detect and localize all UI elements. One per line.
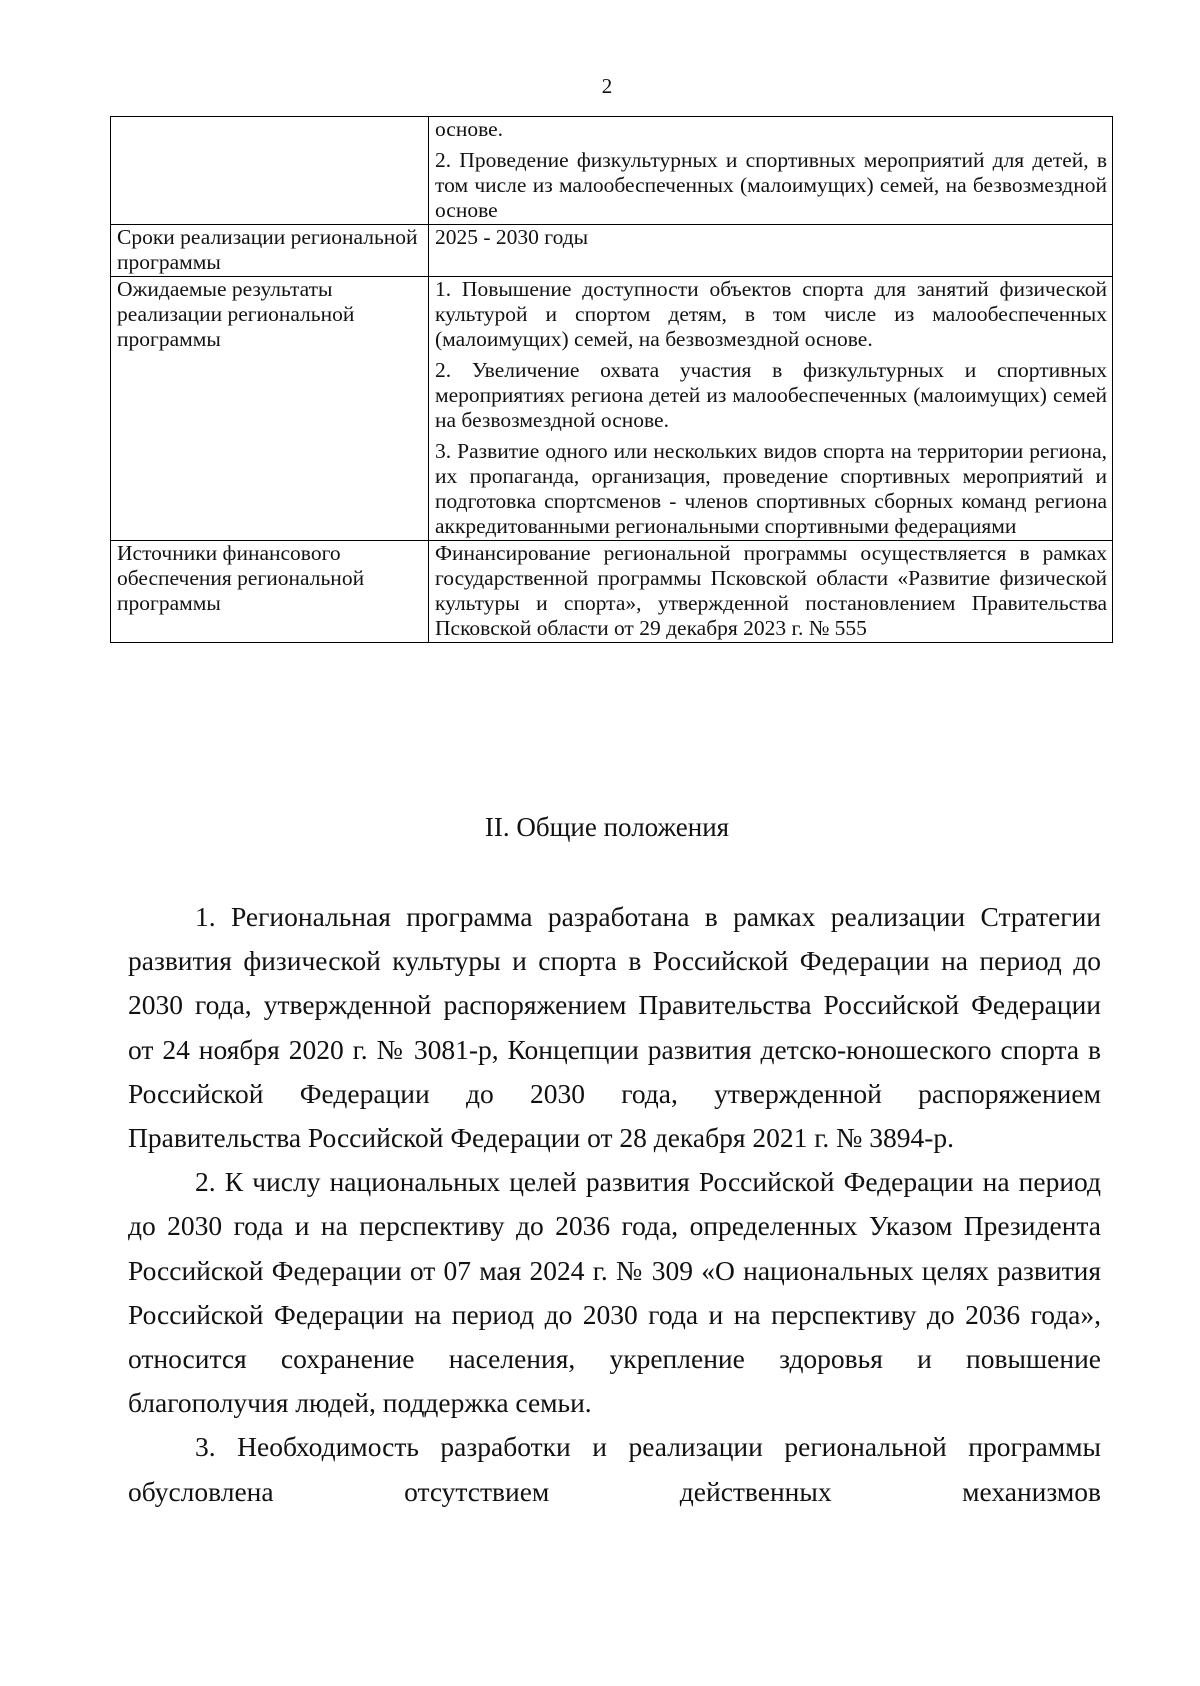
- row-value: [429, 277, 1113, 541]
- table-row-timeline: [111, 225, 1113, 277]
- row-value: [429, 117, 1113, 225]
- row-value-paragraph: 1. Повышение доступности объектов спорта для занятий физической культурой и спортом детям, в том числе из малообеспеченных (малоимущих) семей, на безвозмездной основе.: [435, 277, 1107, 351]
- row-label: Ожидаемые результаты реализации региональной программы: [111, 277, 429, 541]
- section-title: II. Общие положения: [484, 812, 730, 842]
- program-passport-table: [110, 116, 1113, 643]
- row-value-paragraph: Финансирование региональной программы осуществляется в рамках государственной программы Псковской области «Развитие физической культуры и спорта», утвержденной постановлением Правительства Псковской области от 29 декабря 2023 г. № 555: [435, 541, 1107, 640]
- row-value-paragraph: 2. Увеличение охвата участия в физкультурных и спортивных мероприятиях региона детей из малообеспеченных (малоимущих) семей на безвозмездной основе.: [435, 358, 1107, 432]
- row-label: Сроки реализации региональной программы: [111, 225, 429, 277]
- section-body: [128, 895, 1101, 1514]
- page-number: 2: [601, 74, 613, 98]
- body-paragraph: 3. Необходимость разработки и реализации региональной программы обусловлена отсутствием действенных механизмов: [128, 1431, 1101, 1507]
- row-label: Источники финансового обеспечения региональной программы: [111, 541, 429, 643]
- row-value-paragraph: 2. Проведение физкультурных и спортивных мероприятий для детей, в том числе из малообеспеченных (малоимущих) семей, на безвозмездной основе: [435, 148, 1107, 222]
- table-row-continuation: [111, 117, 1113, 225]
- row-value-paragraph: основе.: [435, 117, 504, 141]
- table-row-funding-sources: [111, 541, 1113, 643]
- table-row-expected-results: [111, 277, 1113, 541]
- row-value-paragraph: 2025 - 2030 годы: [435, 225, 589, 249]
- row-value: [429, 541, 1113, 643]
- row-value-paragraph: 3. Развитие одного или нескольких видов спорта на территории региона, их пропаганда, организация, проведение спортивных мероприятий и подготовка спортсменов - членов спортивных сборных команд региона аккредитованными региональными спортивными федерациями: [435, 439, 1107, 538]
- body-paragraph: 2. К числу национальных целей развития Российской Федерации на период до 2030 года и на перспективу до 2036 года, определенных Указом Президента Российской Федерации от 07 мая 2024 г. № 309 «О национальных целях развития Российской Федерации на период до 2030 года и на перспективу до 2036 года», относится сохранение населения, укрепление здоровья и повышение благополучия людей, поддержка семьи.: [128, 1166, 1101, 1419]
- body-paragraph: 1. Региональная программа разработана в рамках реализации Стратегии развития физической культуры и спорта в Российской Федерации на период до 2030 года, утвержденной распоряжением Правительства Российской Федерации от 24 ноября 2020 г. № 3081-р, Концепции развития детско-юношеского спорта в Российской Федерации до 2030 года, утвержденной распоряжением Правительства Российской Федерации от 28 декабря 2021 г. № 3894-р.: [128, 901, 1101, 1154]
- row-label: [111, 117, 429, 225]
- row-value: [429, 225, 1113, 277]
